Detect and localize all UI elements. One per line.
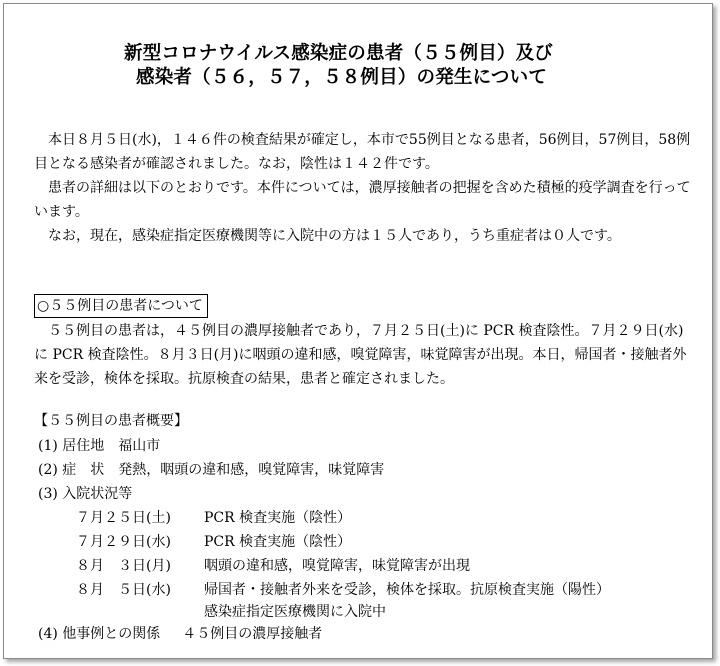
symptoms-row: [38, 458, 384, 482]
intro-paragraph-3: なお，現在，感染症指定医療機関等に入院中の方は１５人であり，うち重症者は０人です。: [48, 228, 621, 244]
timeline-event: PCR 検査実施（陰性）: [204, 510, 352, 526]
case55-heading: ○５５例目の患者について: [34, 294, 208, 318]
relation-label: (4) 他事例との関係: [38, 626, 161, 642]
residence-value: 福山市: [118, 438, 161, 454]
symptoms-value: 発熱，咽頭の違和感，嗅覚障害，味覚障害: [118, 462, 385, 478]
hospital-label: (3) 入院状況等: [38, 486, 133, 502]
summary-heading: 【５５例目の患者概要】: [34, 413, 188, 429]
intro-paragraph-1: 本日８月５日(水)，１４６件の検査結果が確定し，本市で55例目となる患者，56例目，57例目，58例目となる感染者が確認されました。なお，陰性は１４２件です。: [34, 132, 691, 172]
timeline-date: ８月 ５日(水): [76, 582, 171, 598]
timeline-event: PCR 検査実施（陰性）: [204, 534, 352, 550]
document-page: [3, 3, 713, 659]
timeline-extra: 感染症指定医療機関に入院中: [204, 604, 386, 620]
document-title-line-1: 新型コロナウイルス感染症の患者（５５例目）及び: [124, 43, 553, 64]
residence-row: [38, 434, 160, 458]
intro-paragraph-2: 患者の詳細は以下のとおりです。本件については，濃厚接触者の把握を含めた積極的疫学調査を行っています。: [34, 180, 691, 220]
timeline-date: ７月２５日(土): [76, 510, 171, 526]
intro-paragraphs: [34, 128, 694, 248]
relation-value: ４５例目の濃厚接触者: [182, 626, 323, 642]
timeline-date: ８月 ３日(月): [76, 558, 171, 574]
residence-label: (1) 居住地: [38, 438, 105, 454]
symptoms-label: (2) 症 状: [38, 462, 105, 478]
document-title-line-2: 感染者（５６，５７，５８例目）の発生について: [136, 67, 548, 88]
relation-row: [38, 622, 322, 646]
timeline-date: ７月２９日(水): [76, 534, 171, 550]
case55-description: [34, 319, 694, 391]
case55-text: ５５例目の患者は，４５例目の濃厚接触者であり，７月２５日(土)に PCR 検査陰性。７月２９日(水)に PCR 検査陰性。８月３日(月)に咽頭の違和感，嗅覚障害，味覚障害が出現。本日，帰国者・接触者外来を受診，検体を採取。抗原検査の結果，患者と確定されました。: [34, 323, 687, 387]
timeline-event: 咽頭の違和感，嗅覚障害，味覚障害が出現: [204, 558, 470, 574]
timeline-event: 帰国者・接触者外来を受診，検体を採取。抗原検査実施（陽性）: [204, 582, 610, 598]
